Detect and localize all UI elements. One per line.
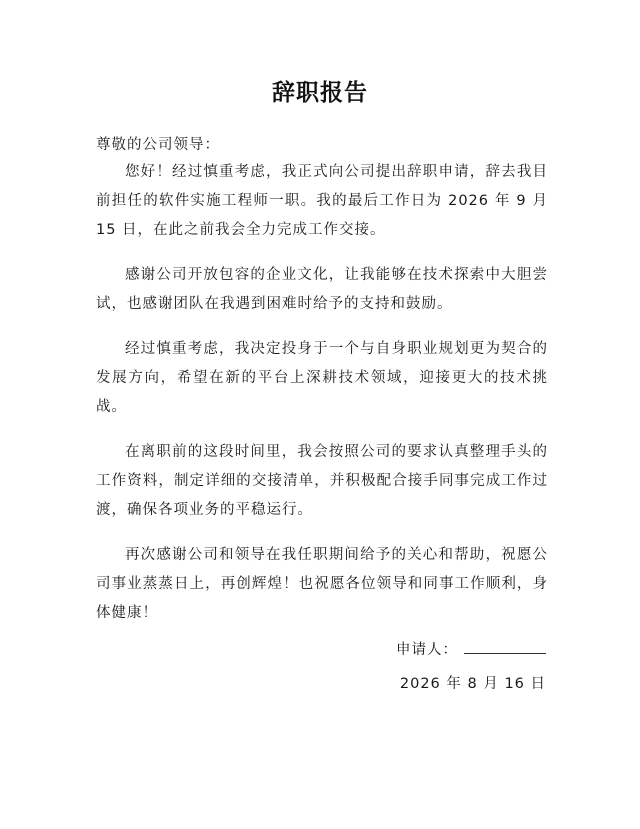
paragraph-2: 感谢公司开放包容的企业文化，让我能够在技术探索中大胆尝试，也感谢团队在我遇到困难时给予的支持和鼓励。 — [96, 267, 548, 312]
document-title: 辞职报告 — [272, 80, 368, 106]
signature-line — [464, 639, 546, 654]
letter-body — [96, 158, 548, 644]
greeting: 尊敬的公司领导： — [96, 137, 220, 153]
paragraph-3: 经过慎重考虑，我决定投身于一个与自身职业规划更为契合的发展方向，希望在新的平台上深耕技术领域，迎接更大的技术挑战。 — [96, 341, 548, 415]
signature-label: 申请人： — [396, 642, 458, 658]
signature-block — [396, 638, 546, 659]
paragraph-5: 再次感谢公司和领导在我任职期间给予的关心和帮助，祝愿公司事业蒸蒸日上，再创辉煌！也祝愿各位领导和同事工作顺利，身体健康！ — [96, 547, 548, 621]
paragraph-4: 在离职前的这段时间里，我会按照公司的要求认真整理手头的工作资料，制定详细的交接清单，并积极配合接手同事完成工作过渡，确保各项业务的平稳运行。 — [96, 444, 548, 518]
paragraph-1: 您好！经过慎重考虑，我正式向公司提出辞职申请，辞去我目前担任的软件实施工程师一职。我的最后工作日为 2026 年 9 月 15 日，在此之前我会全力完成工作交接。 — [96, 164, 548, 238]
letter-date: 2026 年 8 月 16 日 — [399, 676, 546, 692]
